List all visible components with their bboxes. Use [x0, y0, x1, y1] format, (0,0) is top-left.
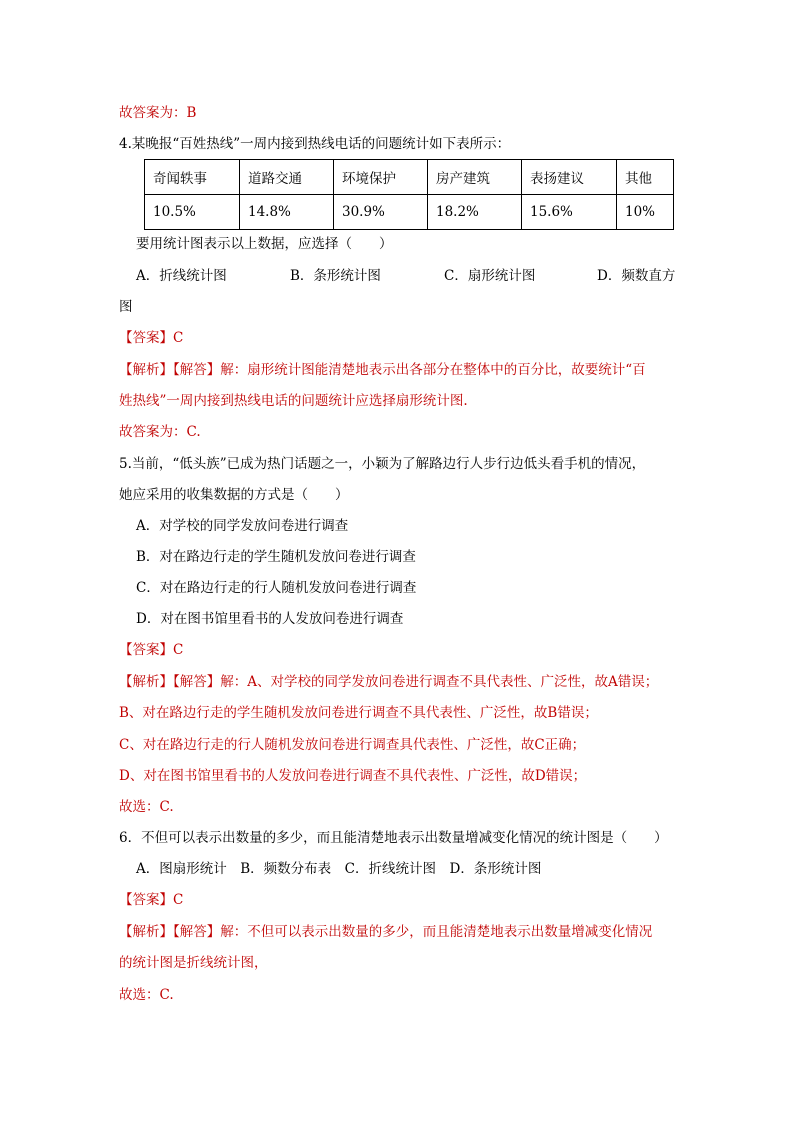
- answer-tag: 【答案】: [119, 330, 173, 346]
- q6-answer: [119, 890, 183, 910]
- q3-answer-value: B: [186, 105, 197, 121]
- q5-analysis-line2: B、对在路边行走的学生随机发放问卷进行调查不具代表性、广泛性，故B错误；: [119, 705, 598, 721]
- q4-analysis-line1: [119, 360, 646, 380]
- table-cell: 15.6%: [522, 195, 617, 230]
- analysis-tag: 【解析】【解答】: [119, 674, 221, 690]
- analysis-tag: 【解析】【解答】: [119, 924, 221, 940]
- answer-value: C: [173, 892, 184, 908]
- q5-analysis-line4: D、对在图书馆里看书的人发放问卷进行调查不具代表性、广泛性，故D错误；: [119, 768, 587, 784]
- table-cell: 房产建筑: [428, 160, 522, 195]
- q5-analysis-line1: [119, 672, 658, 692]
- answer-tag: 【答案】: [119, 892, 173, 908]
- q4-answer: [119, 328, 183, 348]
- analysis-tag: 【解析】【解答】: [119, 362, 221, 378]
- table-cell: 表扬建议: [522, 160, 617, 195]
- q6-final: 故选：C.: [119, 987, 174, 1003]
- table-cell: 道路交通: [240, 160, 334, 195]
- q4-analysis-line2: 姓热线”一周内接到热线电话的问题统计应选择扇形统计图.: [119, 393, 468, 409]
- q4-option-c: C．扇形统计图: [444, 268, 536, 284]
- q4-stem: 4.某晚报“百姓热线”一周内接到热线电话的问题统计如下表所示：: [119, 136, 511, 152]
- analysis-text: 解：扇形统计图能清楚地表示出各部分在整体中的百分比，故要统计“百: [220, 362, 646, 378]
- table-cell: 18.2%: [428, 195, 522, 230]
- table-cell: 环境保护: [334, 160, 428, 195]
- analysis-text: 解：不但可以表示出数量的多少，而且能清楚地表示出数量增减变化情况: [220, 924, 653, 940]
- q4-final: 故答案为：C.: [119, 424, 201, 440]
- q5-stem-line2: 她应采用的收集数据的方式是（ ）: [119, 487, 349, 503]
- q5-option-c: C．对在路边行走的行人随机发放问卷进行调查: [136, 580, 417, 596]
- analysis-text: 解：A、对学校的同学发放问卷进行调查不具代表性、广泛性，故A错误；: [220, 674, 659, 690]
- q5-option-d: D．对在图书馆里看书的人发放问卷进行调查: [136, 611, 404, 627]
- q5-stem-line1: 5.当前，“低头族”已成为热门话题之一，小颖为了解路边行人步行边低头看手机的情况，: [119, 456, 646, 472]
- table-cell: 其他: [617, 160, 674, 195]
- table-cell: 10.5%: [145, 195, 240, 230]
- q4-option-d: D．频数直方: [597, 268, 676, 284]
- q4-option-a: A．折线统计图: [136, 268, 227, 284]
- q4-stats-table: [144, 159, 674, 230]
- q6-analysis-line1: [119, 922, 652, 942]
- answer-tag: 【答案】: [119, 642, 173, 658]
- q5-option-b: B．对在路边行走的学生随机发放问卷进行调查: [136, 549, 416, 565]
- q4-option-d-wrap: 图: [119, 299, 133, 315]
- answer-value: C: [173, 330, 184, 346]
- table-cell: 10%: [617, 195, 674, 230]
- table-row: [145, 160, 674, 195]
- q6-stem: 6．不但可以表示出数量的多少，而且能清楚地表示出数量增减变化情况的统计图是（ ）: [119, 830, 668, 846]
- q5-answer: [119, 640, 183, 660]
- table-cell: 奇闻轶事: [145, 160, 240, 195]
- answer-value: C: [173, 642, 184, 658]
- q3-answer-label: 故答案为：: [119, 105, 187, 121]
- q5-final: 故选：C.: [119, 799, 174, 815]
- q3-answer-line: [119, 103, 196, 123]
- table-cell: 30.9%: [334, 195, 428, 230]
- q5-option-a: A．对学校的同学发放问卷进行调查: [136, 518, 349, 534]
- table-row: [145, 195, 674, 230]
- q4-question: 要用统计图表示以上数据，应选择（ ）: [136, 236, 393, 252]
- q6-analysis-line2: 的统计图是折线统计图，: [119, 955, 268, 971]
- table-cell: 14.8%: [240, 195, 334, 230]
- q5-analysis-line3: C、对在路边行走的行人随机发放问卷进行调查具代表性、广泛性，故C正确；: [119, 737, 586, 753]
- q6-options: A．图扇形统计 B．频数分布表 C．折线统计图 D．条形统计图: [136, 861, 542, 877]
- q4-option-b: B．条形统计图: [290, 268, 381, 284]
